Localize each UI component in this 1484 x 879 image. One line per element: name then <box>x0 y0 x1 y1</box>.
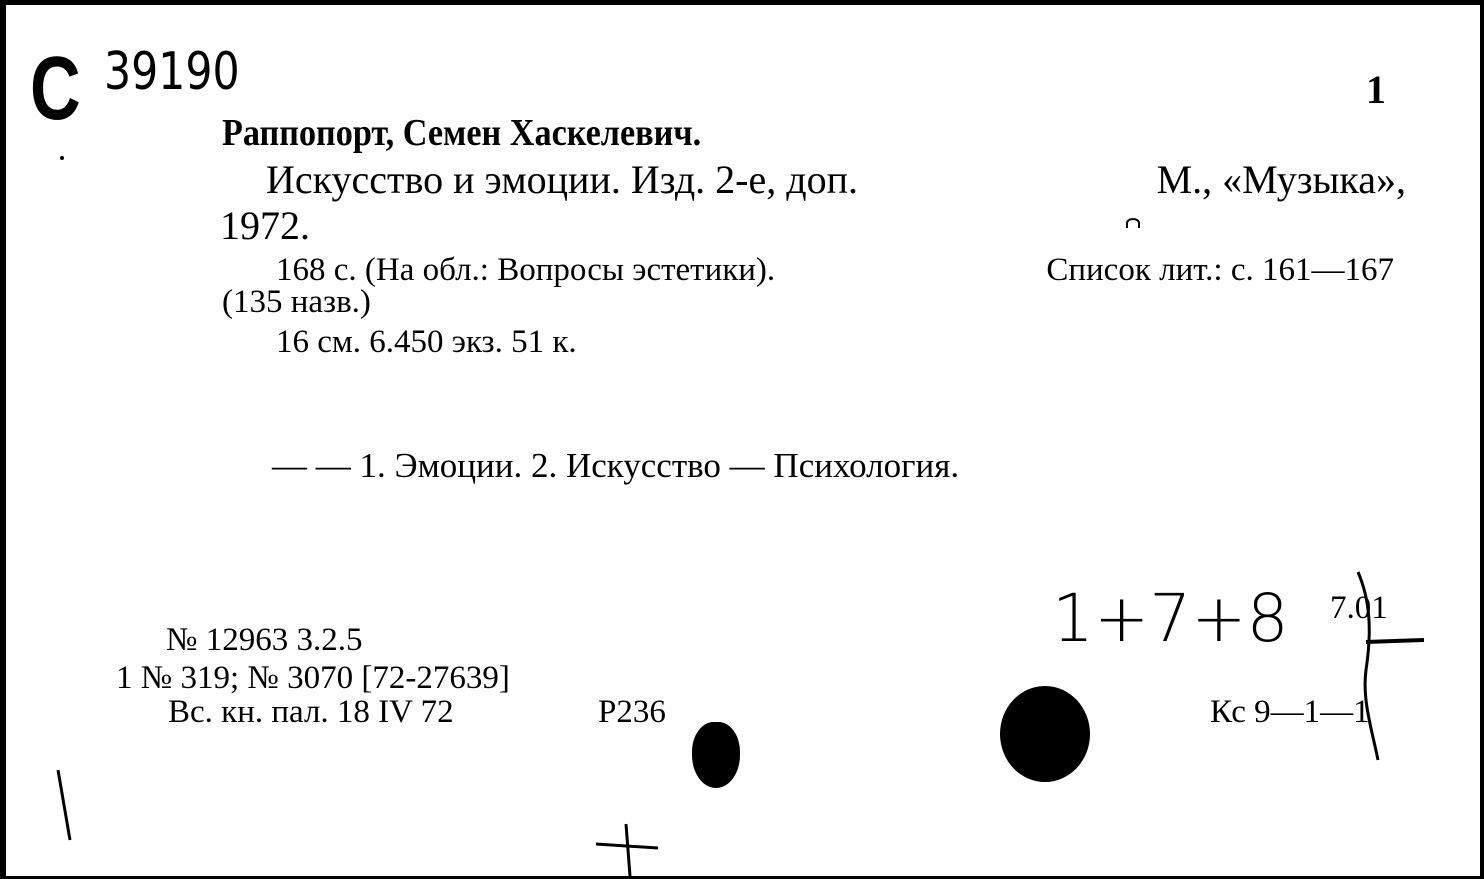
publisher: М., «Музыка», <box>1156 157 1406 202</box>
bibliography-note: Список лит.: с. 161—167 <box>1046 252 1394 288</box>
cross-stroke <box>1366 640 1424 642</box>
handwritten-sum: 1+7+8 <box>1052 580 1289 657</box>
registry-line-1: № 12963 3.2.5 <box>166 622 363 658</box>
pagination: 168 с. (На обл.: Вопросы эстетики). <box>276 252 776 288</box>
slash-stroke <box>1358 572 1378 760</box>
plus-mark <box>596 824 658 876</box>
book-title: Искусство и эмоции. Изд. 2-е, доп. <box>266 157 859 202</box>
size-copies-price: 16 см. 6.450 экз. 51 к. <box>276 324 577 360</box>
registry-line-3: Вс. кн. пал. 18 IV 72 <box>168 694 454 730</box>
call-number: 39190 <box>104 42 240 102</box>
subject-headings: — — 1. Эмоции. 2. Искусство — Психология. <box>272 446 960 485</box>
card-number: 1 <box>1366 67 1386 112</box>
author-heading: Раппопорт, Семен Хаскелевич. <box>222 112 702 154</box>
kc-code: Кс 9—1—1 <box>1210 694 1370 730</box>
publication-year: 1972. <box>220 203 310 248</box>
call-letter: С <box>30 39 81 139</box>
left-pen-stroke <box>58 770 70 840</box>
registry-line-2: 1 № 319; № 3070 [72-27639] <box>116 660 510 696</box>
classification-code: 7.01 <box>1330 590 1388 626</box>
bibliography-count: (135 назв.) <box>222 284 371 320</box>
registry-code: Р236 <box>598 694 666 730</box>
